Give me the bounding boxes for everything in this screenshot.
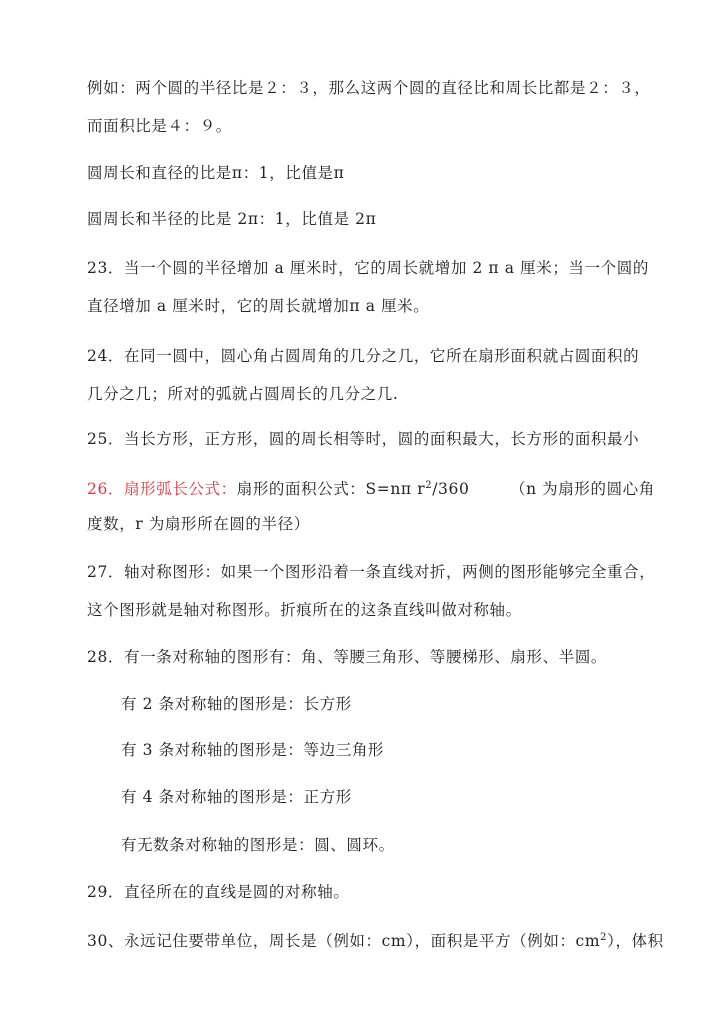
superscript: 2 [425, 479, 433, 491]
units-tail: ），体积 [607, 931, 664, 950]
paragraph-line: 例如：两个圆的半径比是２：３，那么这两个圆的直径比和周长比都是２：３， [87, 78, 651, 97]
item-24-line: 24．在同一圆中，圆心角占圆周角的几分之几，它所在扇形面积就占圆面积的 [87, 346, 640, 365]
item-26-line: 度数，r 为扇形所在圆的半径） [87, 514, 310, 533]
item-30-line [87, 928, 664, 951]
item-24-line: 几分之几；所对的弧就占圆周长的几分之几. [87, 384, 399, 403]
item-27-line: 这个图形就是轴对称图形。折痕所在的这条直线叫做对称轴。 [87, 600, 522, 619]
units-text: 30、永远记住要带单位，周长是（例如：cm），面积是平方（例如：cm [87, 931, 601, 950]
paragraph-line: 而面积比是４：９。 [87, 116, 232, 135]
item-27-line: 27．轴对称图形：如果一个图形沿着一条直线对折，两侧的图形能够完全重合， [87, 562, 656, 581]
paragraph-line: 圆周长和半径的比是 2π：1，比值是 2π [87, 209, 377, 228]
item-23-line: 直径增加 a 厘米时，它的周长就增加π a 厘米。 [87, 296, 430, 315]
item-26-heading: 26．扇形弧长公式： [87, 479, 237, 498]
formula-tail: /360 （n 为扇形的圆心角 [432, 479, 655, 498]
item-26-line [87, 476, 655, 499]
item-23-line: 23．当一个圆的半径增加 a 厘米时，它的周长就增加 2 π a 厘米；当一个圆的 [87, 258, 649, 277]
item-28-line: 28．有一条对称轴的图形有：角、等腰三角形、等腰梯形、扇形、半圆。 [87, 647, 608, 666]
paragraph-line: 圆周长和直径的比是π：1，比值是π [87, 163, 345, 182]
item-28-subline: 有 4 条对称轴的图形是：正方形 [121, 787, 352, 806]
sector-area-formula: 扇形的面积公式：S=nπ r [236, 479, 426, 498]
item-25-line: 25．当长方形，正方形，圆的周长相等时，圆的面积最大，长方形的面积最小 [87, 429, 640, 448]
superscript: 2 [600, 931, 608, 943]
item-28-subline: 有无数条对称轴的图形是：圆、圆环。 [121, 835, 395, 854]
item-28-subline: 有 3 条对称轴的图形是：等边三角形 [121, 740, 385, 759]
item-29-line: 29．直径所在的直线是圆的对称轴。 [87, 882, 350, 901]
item-28-subline: 有 2 条对称轴的图形是：长方形 [121, 694, 352, 713]
